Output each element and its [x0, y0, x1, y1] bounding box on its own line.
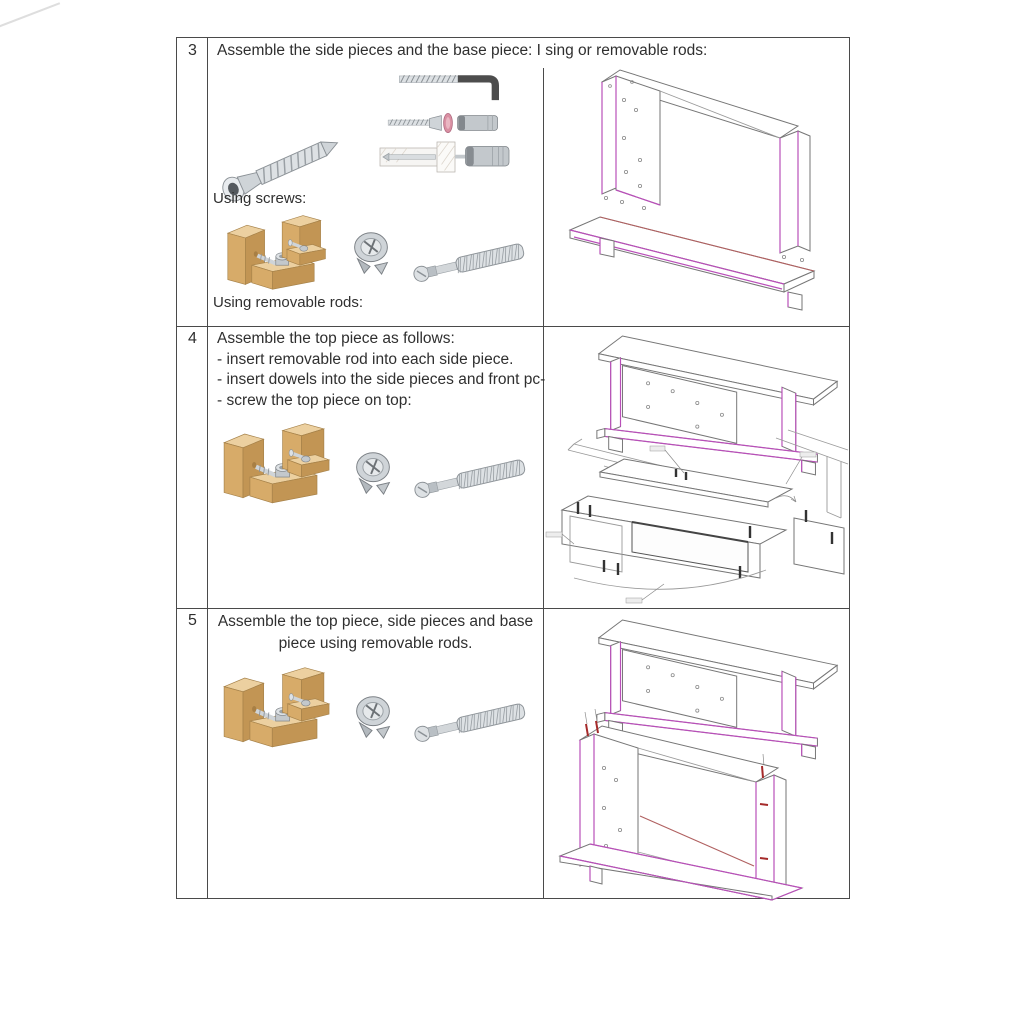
step5-diagram [544, 608, 849, 897]
assembly-steps-table [176, 37, 850, 899]
label-using-rods: Using removable rods: [213, 294, 364, 311]
step-number: 3 [188, 42, 197, 59]
corner-fold-mark [0, 2, 60, 28]
step4-bullet: - screw the top piece on top: [217, 391, 412, 409]
cam-lock-wood-joint-illustration [211, 666, 343, 752]
number-column-divider [207, 38, 208, 898]
knurled-dowel-rod-illustration [410, 448, 538, 504]
cam-lock-disc-illustration [347, 690, 399, 742]
step4-instructions [217, 329, 545, 411]
step4-title: Assemble the top piece as follows: [217, 330, 455, 347]
hook-screw-hex-key-illustration [389, 62, 521, 106]
cam-lock-disc-illustration [347, 446, 399, 498]
step5-title-line2: piece using removable rods. [278, 635, 473, 652]
step4-bullet: - insert removable rod into each side piece. [217, 350, 514, 368]
step5-instructions [208, 611, 543, 655]
cam-lock-wood-joint-illustration [211, 214, 343, 294]
cam-lock-disc-illustration [345, 226, 397, 278]
screw-washer-barrel-nut-illustration [375, 106, 521, 140]
dowel-cross-section-illustration [359, 136, 533, 178]
step4-bullet: - insert dowels into the side pieces and front pc- [217, 371, 546, 388]
cam-lock-wood-joint-illustration [211, 422, 343, 508]
step4-diagram [544, 326, 849, 608]
step3-diagram [544, 38, 849, 326]
knurled-dowel-rod-illustration [409, 232, 537, 288]
step3-title: Assemble the side pieces and the base piece: I sing or removable rods: [217, 42, 708, 59]
knurled-dowel-rod-illustration [410, 692, 538, 748]
base-piece-diagram [570, 217, 814, 310]
step-number: 5 [188, 612, 197, 629]
step-number: 4 [188, 330, 197, 347]
label-using-screws: Using screws: [213, 190, 307, 207]
step5-title-line1: Assemble the top piece, side pieces and base [217, 613, 534, 630]
